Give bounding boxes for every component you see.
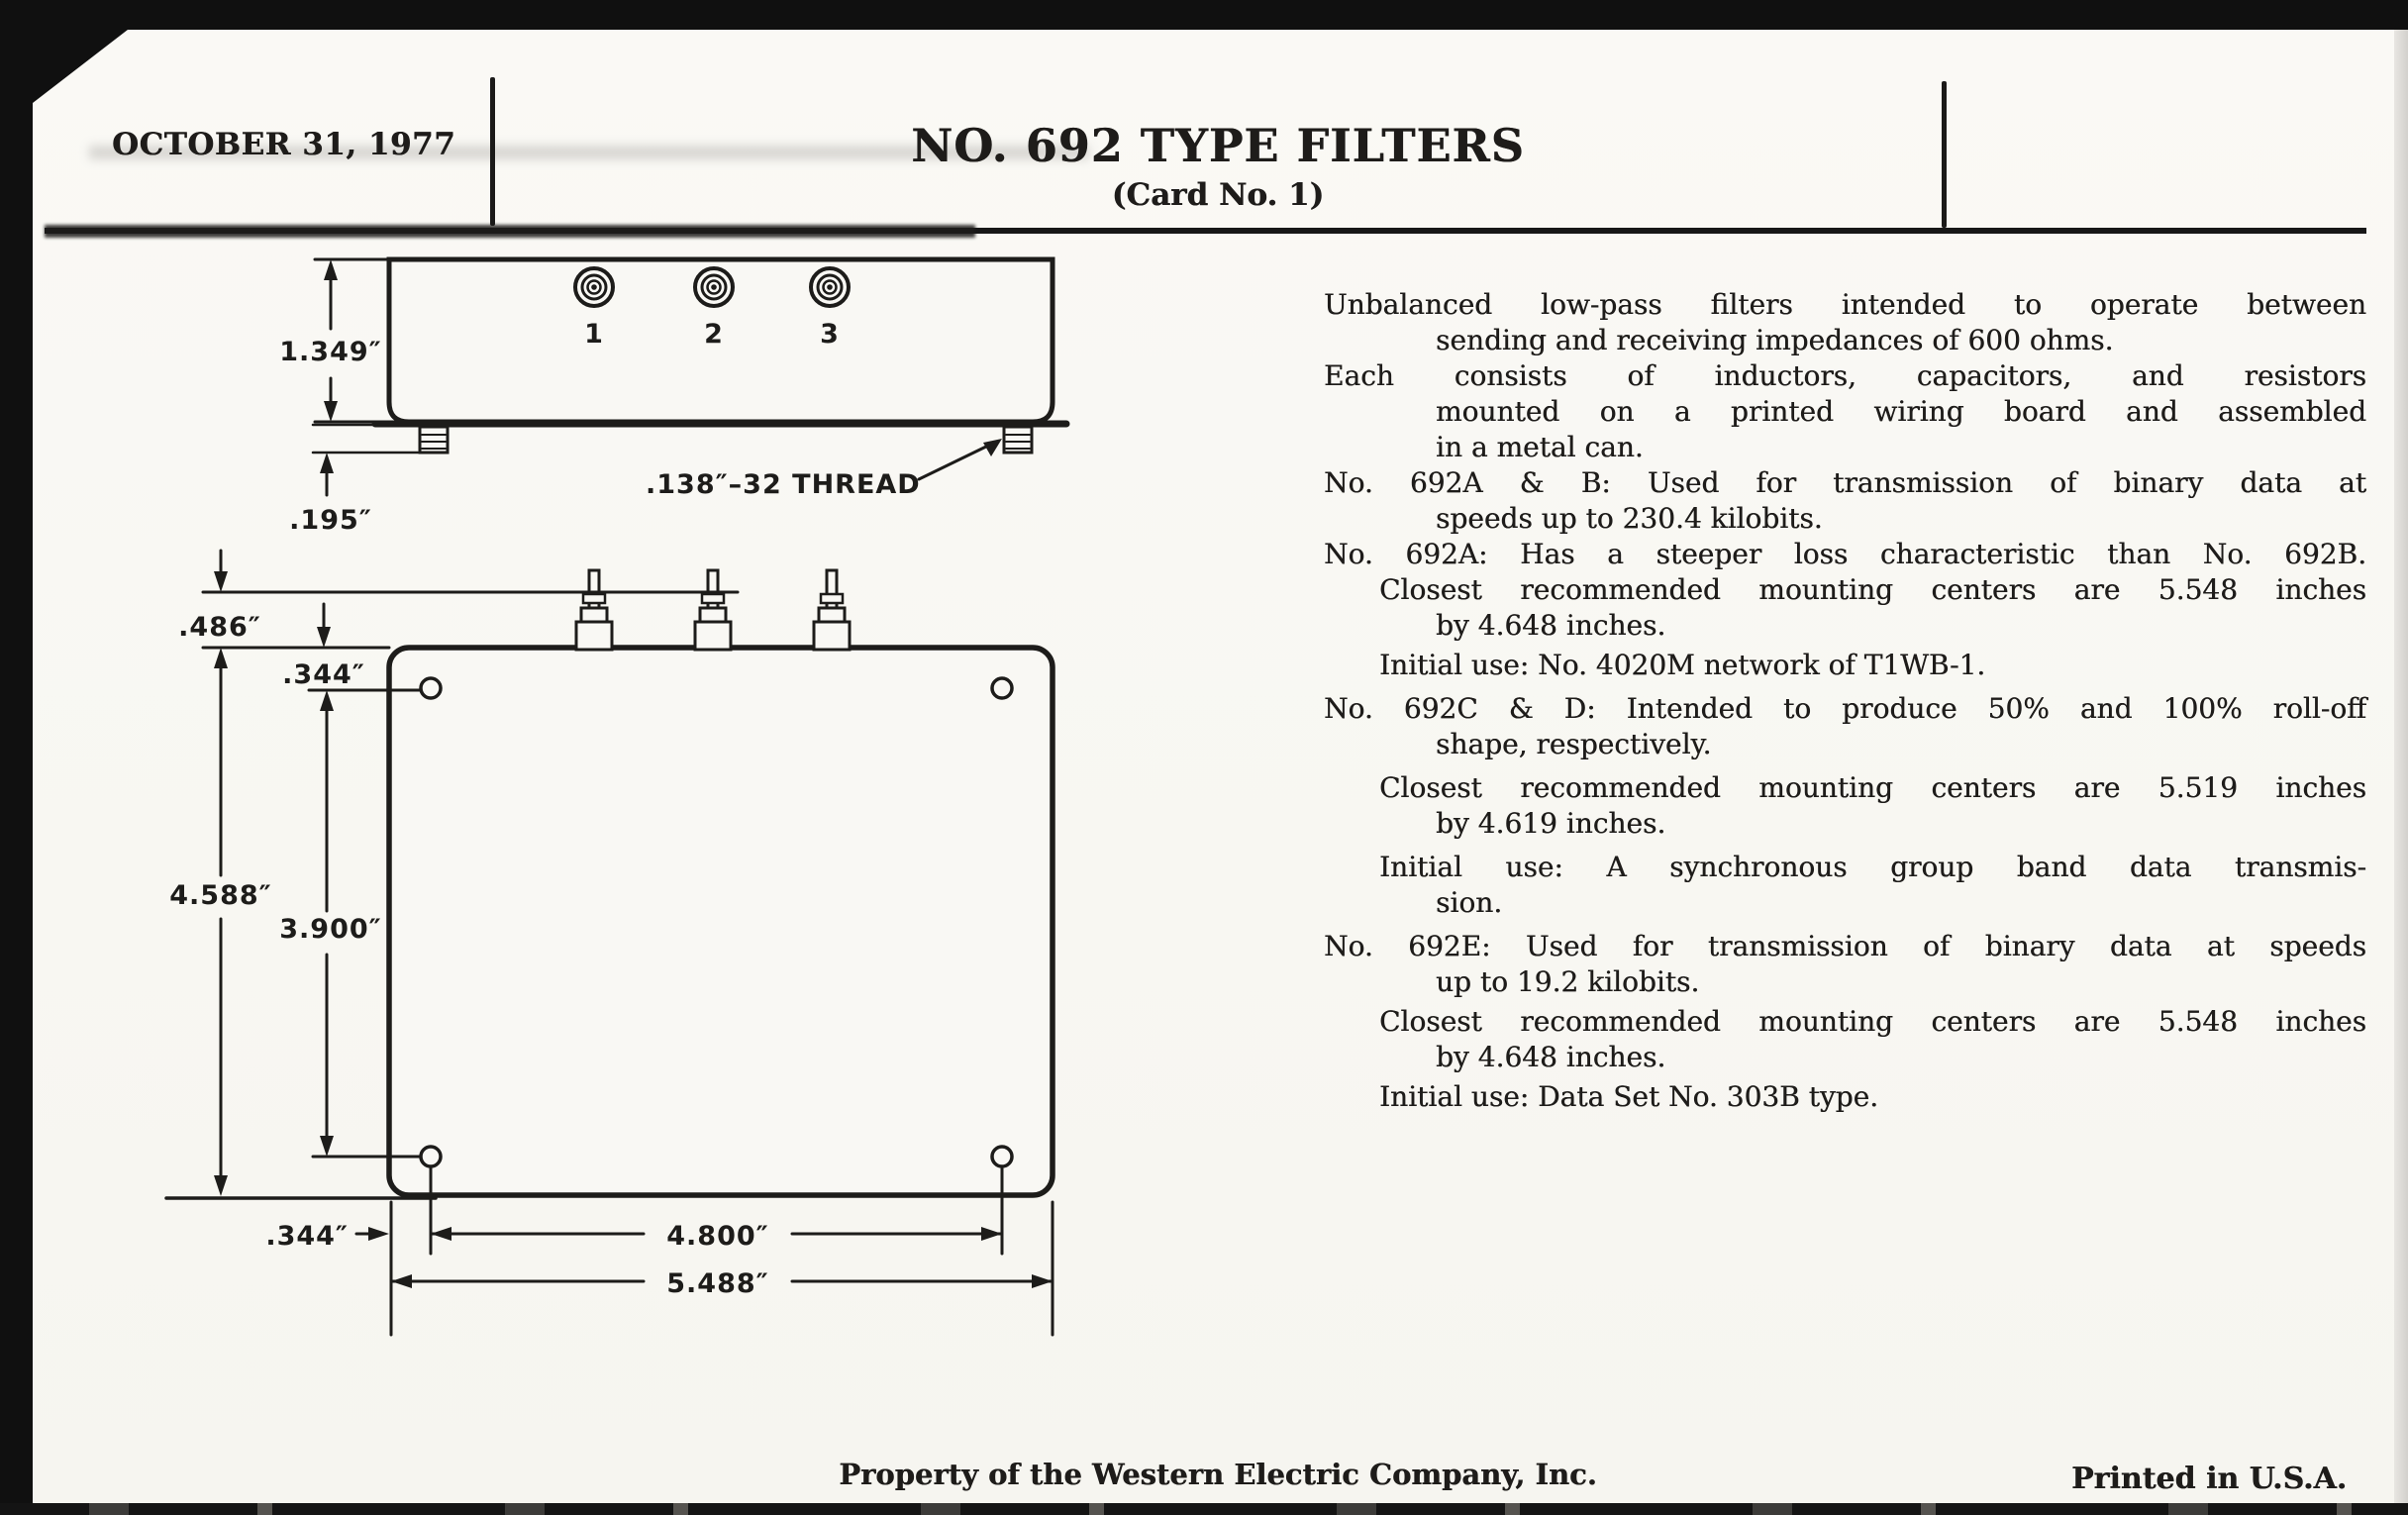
description-line: No. 692A & B: Used for transmission of binary data at (1324, 466, 2366, 499)
terminal-pin-2 (695, 570, 731, 650)
front-view (166, 551, 1053, 1335)
description-line: Initial use: Data Set No. 303B type. (1379, 1080, 1879, 1113)
mounting-hole-bottom-right (992, 1147, 1012, 1166)
description-line: sion. (1436, 886, 1503, 919)
mounting-stud-left (420, 427, 448, 453)
description-line: by 4.619 inches. (1436, 807, 1666, 840)
terminal-pin-3 (814, 570, 850, 650)
dimension-hole-span-horizontal (431, 1221, 1002, 1252)
terminal-jack-2 (695, 268, 733, 306)
description-column (1324, 287, 2366, 1115)
description-line: Closest recommended mounting centers are 5.548 inches (1379, 1005, 2366, 1038)
dim-hole-top-label: .344″ (282, 659, 365, 690)
dim-hole-span-v-label: 3.900″ (279, 914, 382, 945)
issue-date: OCTOBER 31, 1977 (112, 127, 456, 162)
mounting-hole-bottom-left (421, 1147, 441, 1166)
description-line: Closest recommended mounting centers are 5.519 inches (1379, 771, 2366, 804)
terminal-jack-1 (575, 268, 613, 306)
description-line: Unbalanced low-pass filters intended to operate between (1324, 288, 2366, 321)
dimension-stud-height (289, 425, 418, 536)
dim-body-height-label: 4.588″ (169, 880, 272, 911)
dimension-pin-height (178, 551, 738, 643)
description-line: No. 692E: Used for transmission of binary data at speeds (1324, 930, 2366, 962)
description-line: up to 19.2 kilobits. (1436, 965, 1700, 998)
description-line: Closest recommended mounting centers are 5.548 inches (1379, 573, 2366, 606)
description-line: mounted on a printed wiring board and assembled (1436, 395, 2366, 428)
property-notice: Property of the Western Electric Company, Inc. (839, 1458, 1597, 1491)
description-line: No. 692A: Has a steeper loss characteristic than No. 692B. (1324, 538, 2366, 570)
thread-note-label: .138″–32 THREAD (646, 469, 921, 500)
page-title: NO. 692 TYPE FILTERS (911, 119, 1525, 172)
dim-pin-height-label: .486″ (178, 612, 261, 643)
description-line: by 4.648 inches. (1436, 609, 1666, 642)
description-line: Initial use: No. 4020M network of T1WB-1. (1379, 649, 1986, 681)
description-line: in a metal can. (1436, 431, 1644, 463)
description-line: shape, respectively. (1436, 728, 1712, 760)
mounting-hole-top-right (992, 678, 1012, 698)
dimension-can-height (279, 259, 394, 422)
dimension-hole-left-offset (265, 1221, 389, 1252)
terminal-label-1: 1 (584, 319, 604, 350)
description-line: Each consists of inductors, capacitors, and resistors (1324, 359, 2366, 392)
dim-hole-left-label: .344″ (265, 1221, 349, 1252)
card-number: (Card No. 1) (1111, 177, 1325, 213)
side-view (279, 259, 1066, 536)
terminal-jack-3 (811, 268, 849, 306)
description-line: Initial use: A synchronous group band data transmis- (1379, 851, 2366, 883)
dim-stud-height-label: .195″ (289, 505, 372, 536)
description-line: speeds up to 230.4 kilobits. (1436, 502, 1823, 535)
dim-hole-span-h-label: 4.800″ (666, 1221, 769, 1252)
terminal-pin-1 (576, 570, 612, 650)
thread-callout (646, 439, 1002, 500)
description-line: by 4.648 inches. (1436, 1041, 1666, 1073)
description-line: No. 692C & D: Intended to produce 50% and 100% roll-off (1324, 692, 2366, 725)
terminal-label-2: 2 (704, 319, 724, 350)
mounting-stud-right (1004, 427, 1032, 453)
printed-in-usa: Printed in U.S.A. (2071, 1462, 2348, 1496)
dimension-body-width (391, 1268, 1053, 1299)
terminal-label-3: 3 (820, 319, 840, 350)
can-outline-front (389, 648, 1053, 1195)
mounting-hole-top-left (421, 678, 441, 698)
description-line: sending and receiving impedances of 600 ohms. (1436, 324, 2114, 356)
dim-can-height-label: 1.349″ (279, 337, 382, 367)
dim-body-width-label: 5.488″ (666, 1268, 769, 1299)
